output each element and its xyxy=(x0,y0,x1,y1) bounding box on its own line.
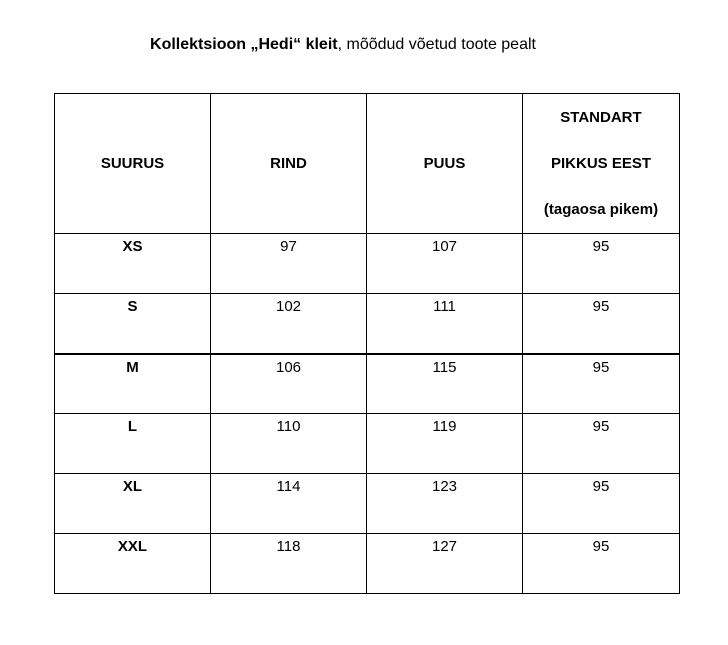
hip-cell: 115 xyxy=(367,354,523,414)
hip-cell: 111 xyxy=(367,294,523,354)
length-cell: 95 xyxy=(523,354,680,414)
length-cell: 95 xyxy=(523,234,680,294)
header-length xyxy=(523,94,680,234)
document-title xyxy=(0,34,686,56)
chest-cell: 110 xyxy=(211,414,367,474)
header-chest: RIND xyxy=(211,94,367,234)
length-cell: 95 xyxy=(523,294,680,354)
header-length-line1: STANDART xyxy=(560,109,642,126)
length-cell: 95 xyxy=(523,474,680,534)
hip-cell: 123 xyxy=(367,474,523,534)
length-cell: 95 xyxy=(523,534,680,594)
length-cell: 95 xyxy=(523,414,680,474)
header-hip: PUUS xyxy=(367,94,523,234)
size-cell: M xyxy=(55,354,211,414)
chest-cell: 102 xyxy=(211,294,367,354)
size-cell: XS xyxy=(55,234,211,294)
table-row xyxy=(55,414,680,474)
header-size: SUURUS xyxy=(55,94,211,234)
size-table xyxy=(54,93,680,594)
size-cell: XXL xyxy=(55,534,211,594)
table-row xyxy=(55,234,680,294)
size-cell: S xyxy=(55,294,211,354)
table-row xyxy=(55,534,680,594)
table-row xyxy=(55,354,680,414)
chest-cell: 118 xyxy=(211,534,367,594)
table-header-row xyxy=(55,94,680,234)
chest-cell: 106 xyxy=(211,354,367,414)
header-length-line3: (tagaosa pikem) xyxy=(543,201,659,218)
header-length-line2: PIKKUS EEST xyxy=(550,155,652,172)
chest-cell: 114 xyxy=(211,474,367,534)
document-title-rest: , mõõdud võetud toote pealt xyxy=(337,36,536,53)
table-row xyxy=(55,294,680,354)
size-cell: L xyxy=(55,414,211,474)
table-row xyxy=(55,474,680,534)
hip-cell: 119 xyxy=(367,414,523,474)
hip-cell: 127 xyxy=(367,534,523,594)
document-title-bold: Kollektsioon „Hedi“ kleit xyxy=(150,36,338,53)
hip-cell: 107 xyxy=(367,234,523,294)
size-cell: XL xyxy=(55,474,211,534)
chest-cell: 97 xyxy=(211,234,367,294)
